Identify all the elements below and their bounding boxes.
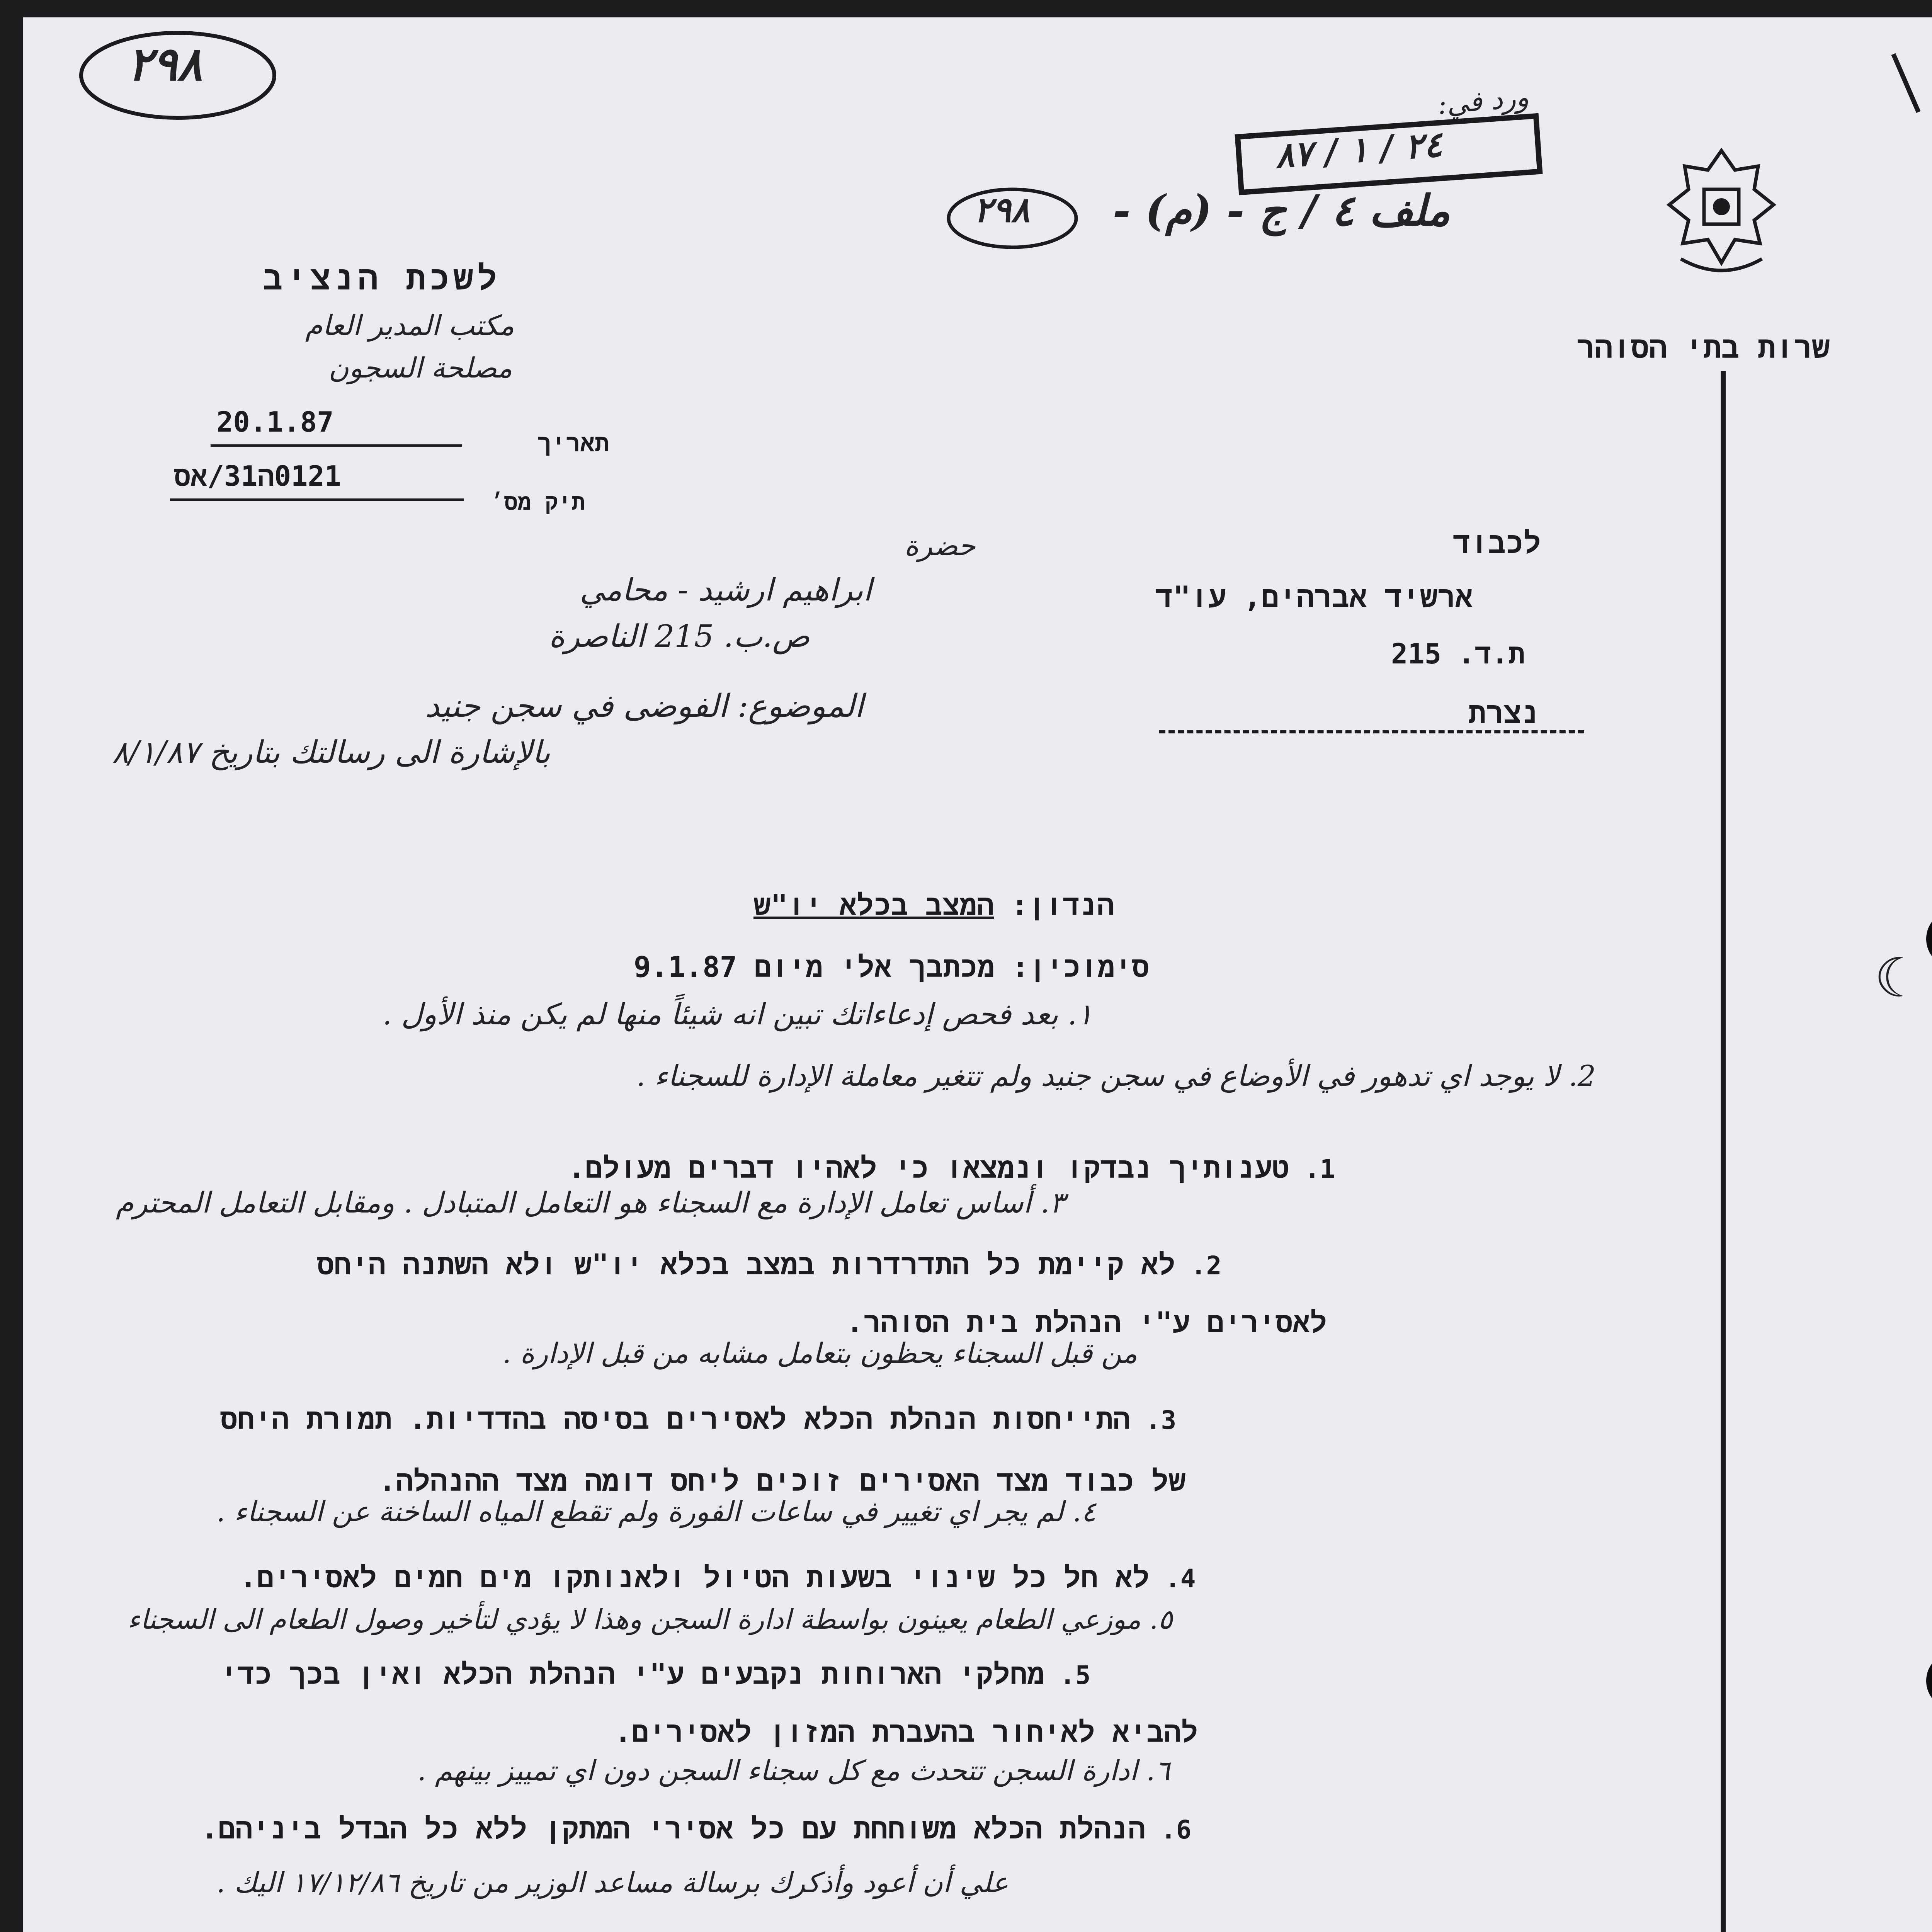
ar-item-6: ٦. ادارة السجن تتحدث مع كل سجناء السجن دون اي تمييز بينهم . (417, 1754, 1170, 1787)
he-item-2-cont: לאסירים ע"י הנהלת בית הסוהר. (846, 1306, 1327, 1339)
ar-recipient-4: الموضوع: الفوضى في سجن جنيد (425, 688, 864, 724)
ar-item-3: ٣. أساس تعامل الإدارة مع السجناء هو التعامل المتبادل . ومقابل التعامل المحترم (116, 1186, 1065, 1219)
date-underline (211, 444, 462, 447)
he-item-5-cont: להביא לאיחור בהעברת המזון לאסירים. (614, 1716, 1198, 1749)
subject-text: המצב בכלא יו"ש (753, 889, 994, 922)
file-label: תיק מס׳ (491, 489, 585, 515)
ar-item-4: ٤. لم يجر اي تغيير في ساعات الفورة ولم تقطع المياه الساخنة عن السجناء . (216, 1495, 1096, 1528)
date-value: 20.1.87 (216, 406, 334, 438)
recipient-line-2: ארשיד אברהים, עו"ד (1155, 580, 1473, 614)
he-item-5-text: מחלקי הארוחות נקבעים ע"י הנהלת הכלא ואין בכך כדי (220, 1658, 1044, 1691)
ar-item-3-cont: من قبل السجناء يحظون بتعامل مشابه من قبل الإدارة . (502, 1337, 1138, 1369)
service-name: שרות בתי הסוהר (1577, 330, 1830, 365)
reference-label: סימוכין: (1012, 951, 1149, 984)
he-item-2-text: לא קיימת כל התדרדרות במצב בכלא יו"ש ולא השתנה היחס (317, 1248, 1175, 1281)
ar-item-7: علي أن أعود وأذكرك برسالة مساعد الوزير من تاريخ ١٧/١٢/٨٦ اليك . (216, 1866, 1009, 1899)
he-item-3-cont: של כבוד מצד האסירים זוכים ליחס דומה מצד ההנהלה. (379, 1464, 1186, 1498)
recipient-line-4: נצרת (1468, 696, 1539, 730)
he-item-3-num: 3. (1145, 1405, 1177, 1435)
ar-recipient-5: بالإشارة الى رسالتك بتاريخ ٨/١/٨٧ (112, 734, 551, 770)
ar-recipient-2: ابراهيم ارشيد - محامي (580, 572, 872, 608)
he-item-1-text: טענותיך נבדקו ונמצאו כי לאהיו דברים מעולם. (568, 1151, 1289, 1185)
he-item-4 (240, 1561, 1196, 1596)
ar-item-2: 2. لا يوجد اي تدهور في الأوضاع في سجن جنيد ولم تتغير معاملة الإدارة للسجناء . (636, 1060, 1596, 1093)
he-item-6-text: הנהלת הכלא משוחחת עם כל אסירי המתקן ללא כל הבדל ביניהם. (201, 1812, 1145, 1845)
he-item-2-num: 2. (1190, 1251, 1222, 1281)
he-item-3-text: התייחסות הנהלת הכלא לאסירים בסיסה בהדדיות. תמורת היחס (220, 1403, 1130, 1436)
he-item-1 (568, 1151, 1335, 1187)
he-item-2 (317, 1248, 1221, 1283)
office-ar-line2: مصلحة السجون (328, 352, 512, 384)
prison-service-emblem-icon (1658, 147, 1785, 286)
stamp-date: ٢٤ / ١ / ٨٧ (1274, 124, 1444, 176)
office-title: לשכת הנציב (263, 259, 501, 298)
folio-number: ٢٩٨ (128, 37, 202, 91)
office-ar-line1: مكتب المدير العام (305, 309, 514, 342)
subject-label: הנדון: (1011, 889, 1114, 922)
ar-item-1: ١. بعد فحص إدعاءاتك تبين انه شيئاً منها لم يكن منذ الأول . (383, 997, 1093, 1031)
recipient-line-1: לכבוד (1453, 526, 1541, 560)
file-ref-text: ملف ٤ / ج - (م) - (1113, 185, 1450, 235)
date-label: תאריך (537, 429, 609, 457)
recipient-line-3: ת.ד. 215 (1391, 638, 1525, 670)
he-item-5-num: 5. (1060, 1660, 1091, 1690)
he-item-3 (220, 1403, 1176, 1438)
punch-hole-mark: ☾ (1874, 947, 1923, 1010)
he-item-4-num: 4. (1165, 1564, 1196, 1594)
ar-recipient-3: ص.ب. 215 الناصرة (549, 618, 810, 654)
he-item-1-num: 1. (1304, 1154, 1335, 1184)
file-underline (170, 498, 464, 501)
reference-text: מכתבך אלי מיום 9.1.87 (634, 951, 995, 984)
stamp-label: ورد في: (1436, 81, 1530, 121)
he-item-6-num: 6. (1161, 1815, 1192, 1845)
recipient-underline (1159, 730, 1584, 733)
he-item-6 (201, 1812, 1192, 1847)
file-number: 0121ה31/אס (174, 460, 342, 492)
he-item-5 (220, 1658, 1090, 1693)
he-item-4-text: לא חל כל שינוי בשעות הטיול ולאנותקו מים חמים לאסירים. (240, 1561, 1150, 1594)
reference-line (634, 951, 1149, 986)
ar-item-5: ٥. موزعي الطعام يعينون بواسطة ادارة السجن وهذا لا يؤدي لتأخير وصول الطعام الى السجناء (128, 1604, 1173, 1635)
subject-line (753, 889, 1114, 924)
file-ref-number: ٢٩٨ (974, 189, 1030, 230)
ar-recipient-1: حضرة (904, 529, 976, 562)
